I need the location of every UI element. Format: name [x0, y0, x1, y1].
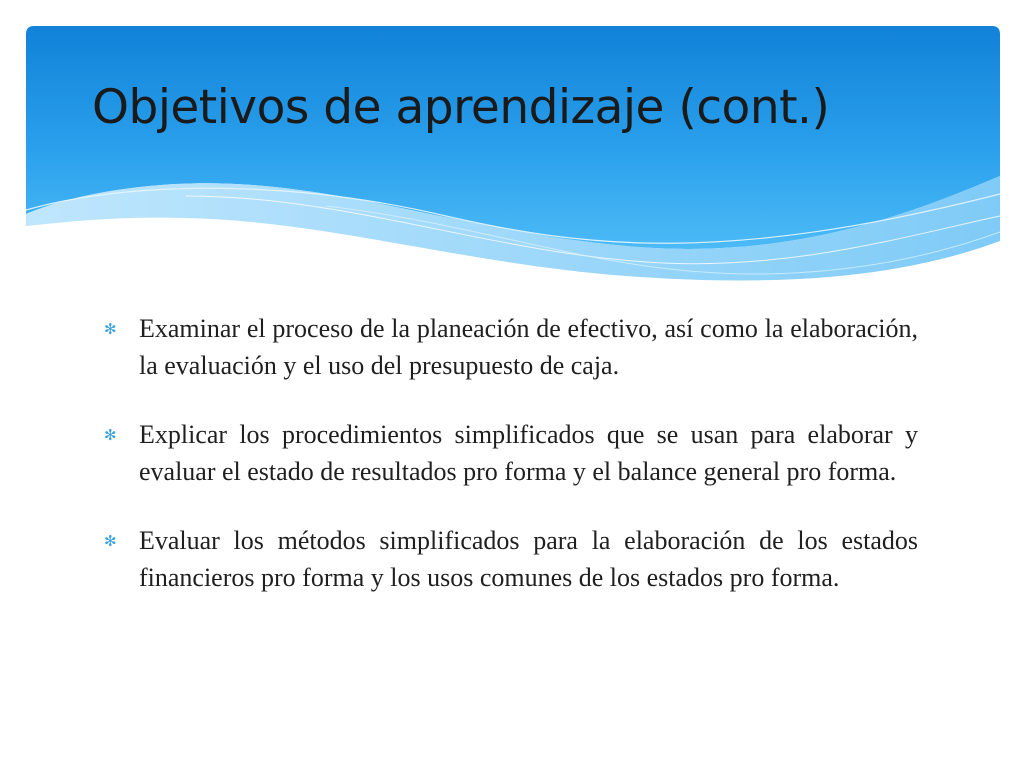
- bullet-text: Evaluar los métodos simplificados para la elaboración de los estados financieros pro forma y los usos comunes de los estados pro forma.: [139, 526, 918, 592]
- header-wave-graphic: [26, 26, 1000, 296]
- bullet-text: Examinar el proceso de la planeación de efectivo, así como la elaboración, la evaluación y el uso del presupuesto de caja.: [139, 314, 918, 380]
- bullet-text: Explicar los procedimientos simplificados que se usan para elaborar y evaluar el estado de resultados pro forma y el balance general pro forma.: [139, 420, 918, 486]
- bullet-item: [104, 310, 918, 384]
- asterisk-icon: ✻: [104, 426, 117, 444]
- bullet-item: [104, 416, 918, 490]
- header-wave-band: [26, 26, 1000, 296]
- asterisk-icon: ✻: [104, 532, 117, 550]
- bullet-item: [104, 522, 918, 596]
- slide-title: Objetivos de aprendizaje (cont.): [92, 80, 830, 135]
- bullet-list: [104, 310, 918, 628]
- asterisk-icon: ✻: [104, 320, 117, 338]
